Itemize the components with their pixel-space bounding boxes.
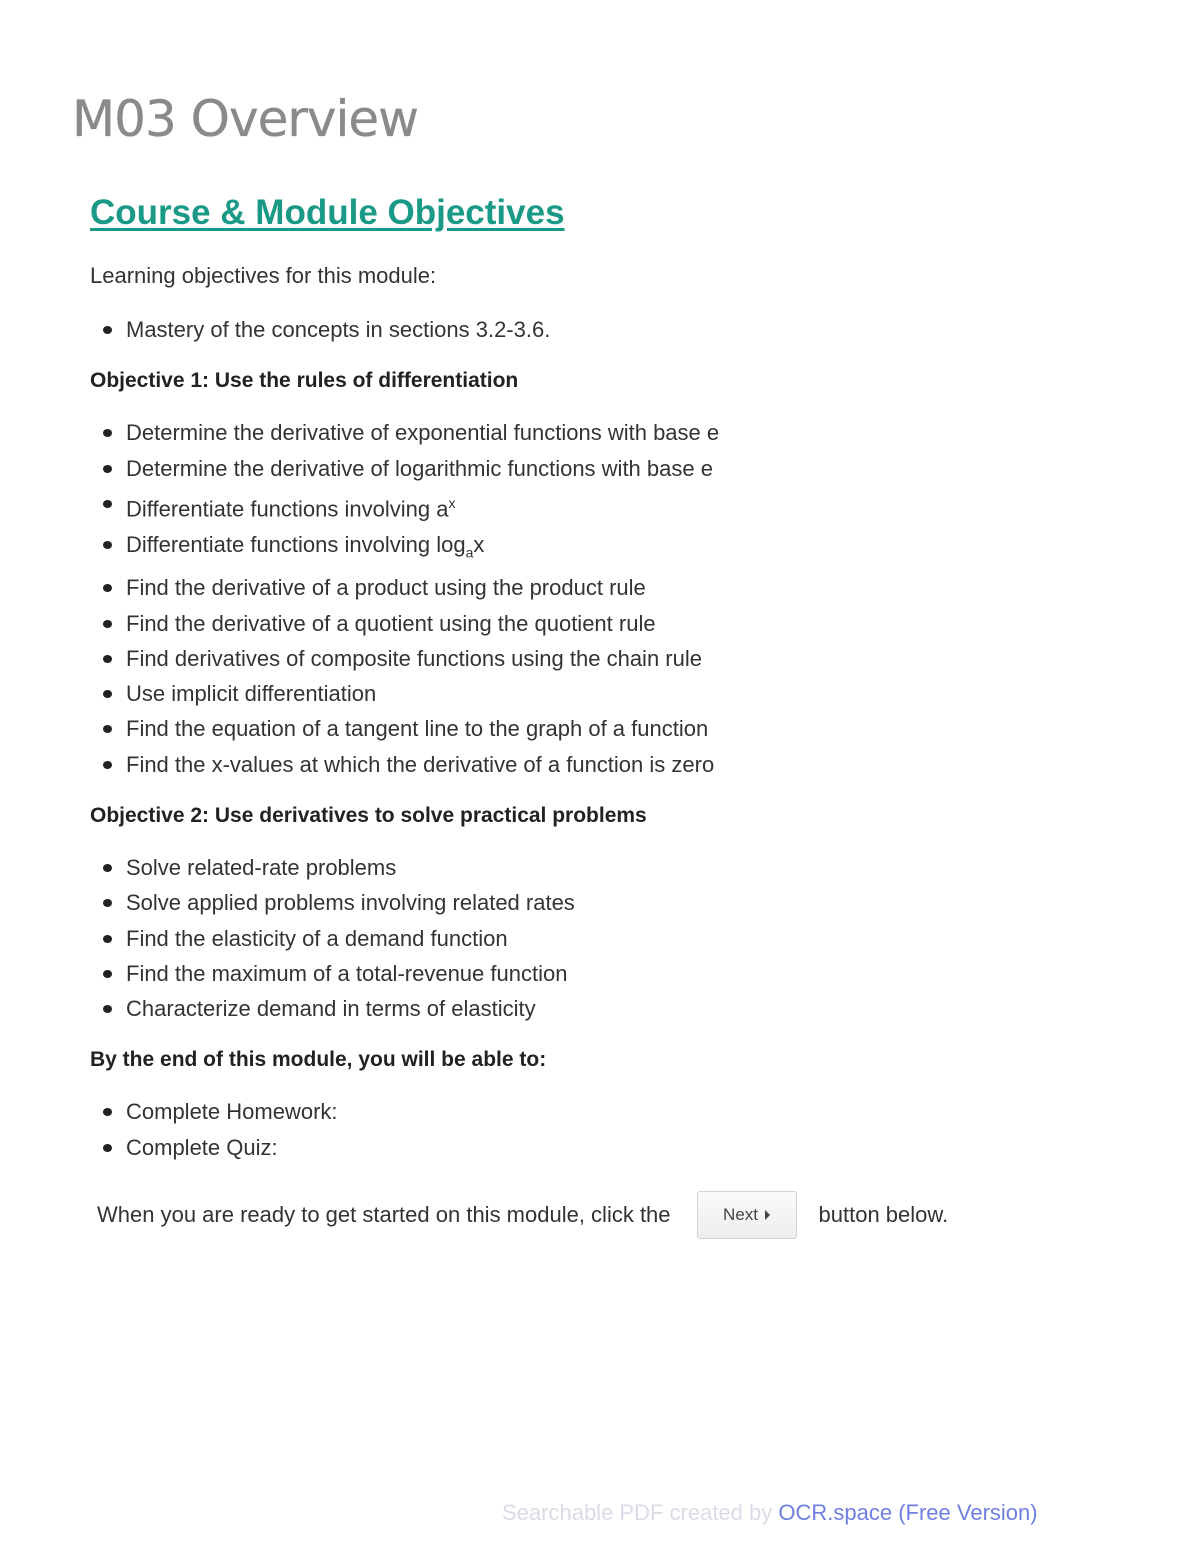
list-item: Find the equation of a tangent line to the graph of a function bbox=[90, 711, 1090, 746]
intro-text: Learning objectives for this module: bbox=[90, 263, 437, 288]
ready-text-after: button below. bbox=[818, 1202, 949, 1227]
caret-right-icon bbox=[765, 1210, 770, 1220]
list-item bbox=[90, 527, 1090, 571]
watermark-brand-link[interactable]: OCR.space (Free Version) bbox=[778, 1500, 1038, 1525]
next-button[interactable] bbox=[697, 1191, 797, 1239]
list-item: Mastery of the concepts in sections 3.2-3.6. bbox=[90, 312, 1090, 347]
list-item: Find the derivative of a product using the product rule bbox=[90, 570, 1090, 605]
list-item bbox=[90, 486, 1090, 527]
ready-text-before: When you are ready to get started on this module, click the bbox=[97, 1202, 671, 1227]
end-of-module-heading: By the end of this module, you will be able to: bbox=[90, 1048, 547, 1072]
course-objectives-link[interactable]: Course & Module Objectives bbox=[90, 193, 565, 232]
objective-2-list bbox=[90, 850, 1090, 1026]
end-of-module-list bbox=[90, 1094, 1090, 1165]
watermark-prefix: Searchable PDF created by bbox=[502, 1500, 779, 1525]
module-content bbox=[90, 190, 1090, 1165]
list-item-text: Differentiate functions involving a bbox=[126, 496, 449, 522]
list-item: Find the derivative of a quotient using the quotient rule bbox=[90, 606, 1090, 641]
list-item: Find the maximum of a total-revenue function bbox=[90, 956, 1090, 991]
list-item: Find derivatives of composite functions using the chain rule bbox=[90, 641, 1090, 676]
subscript-a: a bbox=[465, 543, 474, 560]
mastery-list bbox=[90, 312, 1090, 347]
list-item: Find the x-values at which the derivative of a function is zero bbox=[90, 747, 1090, 782]
next-button-label: Next bbox=[723, 1205, 759, 1224]
ready-instruction bbox=[97, 1189, 948, 1241]
objective-1-list bbox=[90, 415, 1090, 782]
list-item-text: Differentiate functions involving log bbox=[126, 531, 466, 557]
list-item: Solve related-rate problems bbox=[90, 850, 1090, 885]
list-item: Determine the derivative of exponential functions with base e bbox=[90, 415, 1090, 450]
list-item: Find the elasticity of a demand function bbox=[90, 921, 1090, 956]
superscript-x: x bbox=[448, 494, 456, 511]
list-item: Solve applied problems involving related rates bbox=[90, 885, 1090, 920]
list-item: Complete Homework: bbox=[90, 1094, 1090, 1129]
objective-2-heading: Objective 2: Use derivatives to solve practical problems bbox=[90, 803, 647, 827]
list-item-suffix: x bbox=[473, 531, 485, 557]
objective-1-heading: Objective 1: Use the rules of differentiation bbox=[90, 369, 519, 393]
list-item: Use implicit differentiation bbox=[90, 676, 1090, 711]
list-item: Determine the derivative of logarithmic functions with base e bbox=[90, 451, 1090, 486]
page-title: M03 Overview bbox=[72, 90, 419, 148]
ocr-watermark bbox=[502, 1500, 1038, 1526]
list-item: Complete Quiz: bbox=[90, 1130, 1090, 1165]
list-item: Characterize demand in terms of elasticity bbox=[90, 991, 1090, 1026]
